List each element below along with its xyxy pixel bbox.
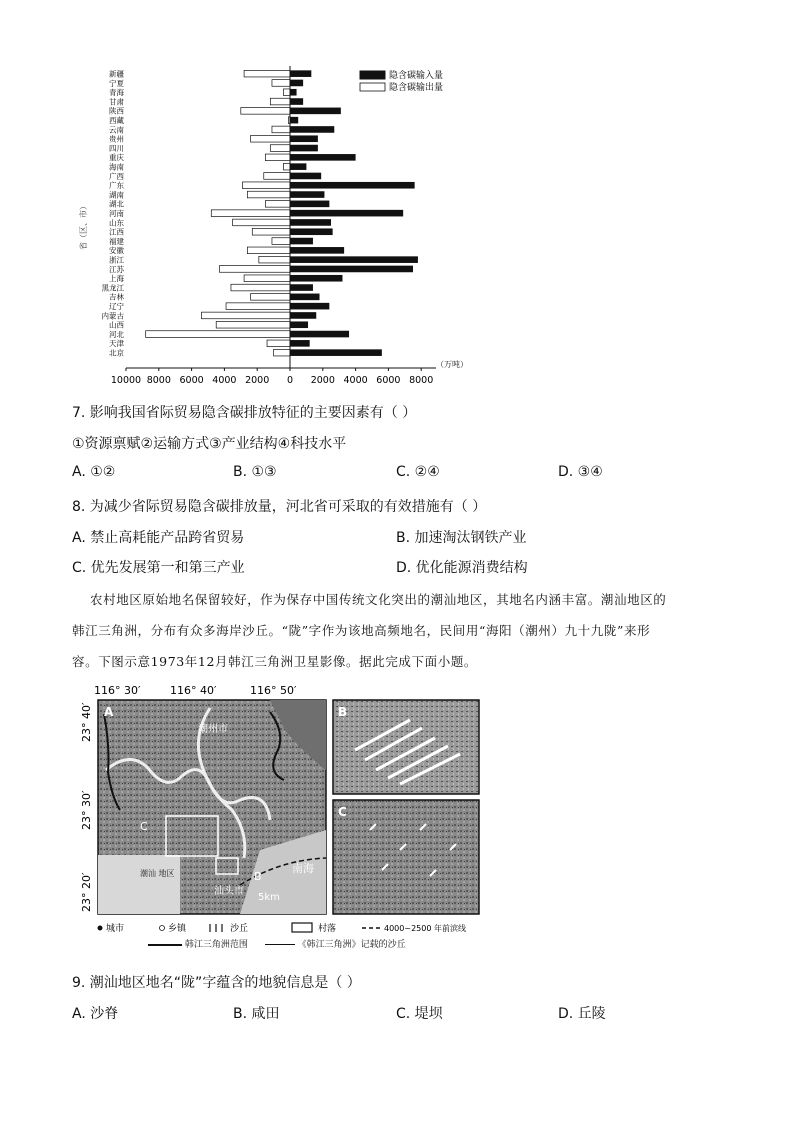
lon-label-2: 116° 40′ [170,684,217,697]
bar-input [290,191,324,198]
bar-output [251,294,290,301]
category-label: 浙江 [109,255,124,265]
inset-area-label: 潮汕 地区 [140,869,175,878]
bar-input [290,349,382,356]
bar-input [290,219,331,226]
category-label: 河南 [109,208,124,218]
q8-option-b[interactable]: B. 加速淘汰钢铁产业 [396,530,527,546]
inset-b-marker: B [254,870,262,883]
legend-recorded-dune: 《韩江三角洲》记载的沙丘 [297,940,406,950]
category-label: 江苏 [109,264,124,274]
q7-option-b[interactable]: B. ①③ [233,464,277,480]
legend-coastline: 4000~2500 年前滨线 [384,924,466,933]
category-label: 海南 [109,162,124,172]
bar-output [283,163,290,170]
legend-city: 城市 [106,924,125,934]
bar-output [146,331,290,338]
bar-output [272,238,290,245]
panel-b-letter: B [338,705,348,719]
x-tick-labels [111,368,433,386]
category-label: 贵州 [109,134,124,144]
category-label: 上海 [109,274,124,284]
q9-option-b[interactable]: B. 咸田 [233,1006,280,1022]
category-label: 辽宁 [109,301,124,311]
x-tick-label: 6000 [376,375,401,386]
bar-output [247,247,290,254]
bar-output [251,135,290,142]
q9-option-a[interactable]: A. 沙脊 [72,1006,119,1022]
x-tick-label: 8000 [409,375,434,386]
bar-output [242,182,290,189]
category-label: 吉林 [109,292,124,302]
bar-input [290,89,297,96]
delta-satellite-figure [70,680,490,940]
sea-label: 南海 [292,862,314,875]
category-label: 西藏 [109,115,124,125]
category-label: 甘肃 [109,97,124,107]
lat-label-2: 23° 30′ [80,790,93,830]
category-label: 广西 [109,171,124,181]
bar-output [267,340,290,347]
category-label: 北京 [109,348,124,358]
q9-option-d[interactable]: D. 丘陵 [558,1006,606,1022]
bar-input [290,201,329,208]
bar-output [252,228,290,235]
bar-input [290,145,318,152]
bar-output [216,321,290,328]
legend-swatch-input [360,71,385,79]
bars [146,70,418,356]
province-labels [102,68,125,357]
lat-label-3: 23° 20′ [80,872,93,912]
bar-output [274,349,290,356]
x-tick-label: 2000 [245,375,270,386]
bar-output [272,80,290,87]
bar-output [265,201,290,208]
bar-input [290,238,313,245]
unit-label: （万吨） [436,360,468,369]
q9-stem: 9. 潮汕地区地名“陇”字蕴含的地貌信息是（ ） [72,975,361,991]
legend-label-input: 隐含碳输入量 [389,71,444,81]
bar-input [290,284,313,291]
inset-c-marker: C [140,820,148,833]
legend-village: 村落 [318,924,337,934]
legend-delta: 韩江三角洲范围 [184,940,248,950]
panel-c-letter: C [338,805,347,819]
bar-input [290,294,320,301]
bar-input [290,247,344,254]
q9-option-c[interactable]: C. 堤坝 [396,1006,443,1022]
category-label: 湖南 [109,190,124,200]
bar-output [219,266,290,273]
lat-label-1: 23° 40′ [80,702,93,742]
bar-output [231,284,290,291]
category-label: 陕西 [109,106,124,116]
bar-input [290,154,356,161]
figure-legend [98,922,466,934]
category-label: 安徽 [109,246,124,256]
legend-dune: 沙丘 [230,924,249,934]
bar-input [290,256,418,263]
x-tick-label: 10000 [110,375,142,386]
lon-label-1: 116° 30′ [94,684,141,697]
bar-output [241,108,290,115]
panel-a-map [98,700,326,914]
bar-output [247,191,290,198]
panel-b-image [333,700,479,794]
category-label: 宁夏 [109,78,124,88]
bar-input [290,228,333,235]
q7-option-a[interactable]: A. ①② [72,464,116,480]
legend [360,69,443,93]
x-tick-label: 4000 [343,375,368,386]
bar-input [290,135,318,142]
bar-output [211,210,290,217]
bar-input [290,266,413,273]
x-tick-label: 2000 [310,375,335,386]
legend-label-output: 隐含碳输出量 [389,83,444,93]
bar-input [290,108,341,115]
q8-option-c[interactable]: C. 优先发展第一和第三产业 [72,560,245,576]
bar-input [290,303,329,310]
bar-input [290,340,310,347]
category-label: 山西 [109,320,124,330]
bar-output [270,145,290,152]
bar-output [265,154,290,161]
bar-output [226,303,290,310]
passage-line-1: 农村地区原始地名保留较好，作为保存中国传统文化突出的潮汕地区，其地名内涵丰富。潮汕地区的 [90,592,667,607]
x-tick-label: 4000 [212,375,237,386]
bar-input [290,331,349,338]
bar-input [290,275,342,282]
category-label: 新疆 [109,69,124,79]
bar-output [283,89,290,96]
bar-output [259,256,290,263]
bar-input [290,126,334,133]
panel-a-letter: A [104,705,114,719]
category-label: 湖北 [109,199,124,209]
category-label: 四川 [109,143,124,153]
q8-option-d[interactable]: D. 优化能源消费结构 [396,560,528,576]
q7-stem: 7. 影响我国省际贸易隐含碳排放特征的主要因素有（ ） [72,405,417,421]
category-label: 内蒙古 [101,311,124,321]
q7-factors: ①资源禀赋②运输方式③产业结构④科技水平 [72,436,347,452]
bar-input [290,70,311,77]
scale-label: 5km [258,892,280,903]
passage-line-3: 容。下图示意1973年12月韩江三角洲卫星影像。据此完成下面小题。 [72,654,478,669]
bar-input [290,80,303,87]
category-label: 山东 [109,218,124,228]
bar-input [290,117,298,124]
x-tick-label: 8000 [146,375,171,386]
category-label: 黑龙江 [101,283,124,293]
bar-output [270,98,290,105]
x-tick-label: 0 [286,375,294,386]
category-label: 河北 [109,329,124,339]
bar-input [290,163,306,170]
q8-stem: 8. 为减少省际贸易隐含碳排放量，河北省可采取的有效措施有（ ） [72,499,487,515]
y-axis-label: 省（区、市） [79,202,88,250]
category-label: 福建 [109,236,124,246]
passage-line-2: 韩江三角洲，分布有众多海岸沙丘。“陇”字作为该地高频地名，民间用“海阳（潮州）九十九陇”来形 [72,623,651,638]
q8-option-a[interactable]: A. 禁止高耗能产品跨省贸易 [72,530,245,546]
category-label: 广东 [109,181,124,191]
category-label: 江西 [109,227,124,237]
panel-c-image [333,800,479,914]
lon-label-3: 116° 50′ [250,684,297,697]
category-label: 云南 [109,125,124,135]
bar-output [272,126,290,133]
category-label: 天津 [109,339,124,349]
bar-output [233,219,290,226]
bar-output [264,173,290,180]
bar-output [244,275,290,282]
legend-town: 乡镇 [168,924,187,934]
bar-input [290,312,316,319]
bar-output [201,312,290,319]
bar-input [290,173,321,180]
legend-delta-row [148,937,406,950]
legend-swatch-output [360,83,385,91]
bar-input [290,321,308,328]
q7-option-c[interactable]: C. ②④ [396,464,440,480]
x-tick-label: 6000 [179,375,204,386]
bar-input [290,182,415,189]
city-shantou: 汕头市 [214,886,244,897]
bar-input [290,98,303,105]
carbon-trade-bar-chart [80,60,480,390]
bar-output [244,70,290,77]
q7-option-d[interactable]: D. ③④ [558,464,603,480]
city-chaozhou: 潮州市 [198,724,228,735]
category-label: 重庆 [109,153,124,163]
category-label: 青海 [109,88,124,98]
bar-input [290,210,403,217]
